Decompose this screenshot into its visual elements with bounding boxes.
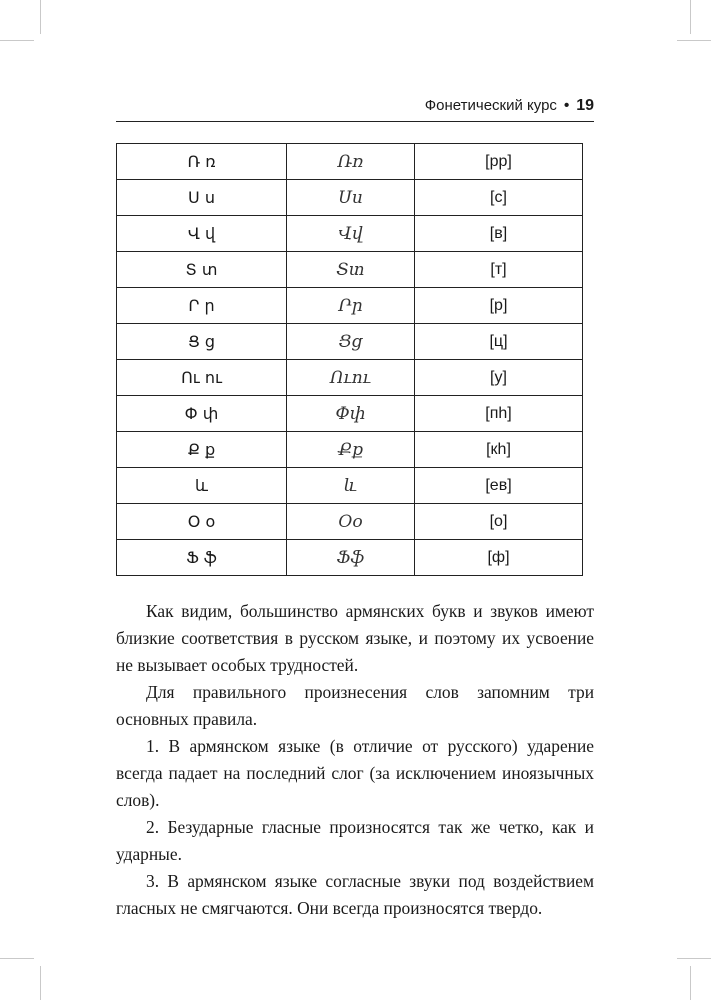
script-letter: Սս bbox=[287, 180, 415, 216]
table-row bbox=[117, 144, 583, 180]
table-row bbox=[117, 180, 583, 216]
header-rule bbox=[116, 121, 594, 122]
print-letter: Ր ր bbox=[117, 288, 287, 324]
header-separator: • bbox=[563, 97, 570, 114]
script-letter: Րր bbox=[287, 288, 415, 324]
crop-mark bbox=[690, 0, 691, 34]
crop-mark bbox=[677, 958, 711, 959]
transcription: [ев] bbox=[415, 468, 583, 504]
script-letter: Ուու bbox=[287, 360, 415, 396]
transcription: [р] bbox=[415, 288, 583, 324]
script-letter: Քք bbox=[287, 432, 415, 468]
table-row bbox=[117, 396, 583, 432]
table-row bbox=[117, 540, 583, 576]
running-title: Фонетический курс bbox=[424, 97, 557, 114]
script-letter: Փփ bbox=[287, 396, 415, 432]
script-letter: Օօ bbox=[287, 504, 415, 540]
print-letter: Տ տ bbox=[117, 252, 287, 288]
print-letter: Ց ց bbox=[117, 324, 287, 360]
print-letter: Վ վ bbox=[117, 216, 287, 252]
paragraph: Для правильного произнесения слов запомним три основных правила. bbox=[116, 682, 594, 729]
crop-mark bbox=[0, 40, 34, 41]
transcription: [пh] bbox=[415, 396, 583, 432]
table-row bbox=[117, 432, 583, 468]
print-letter: Ֆ ֆ bbox=[117, 540, 287, 576]
alphabet-table bbox=[116, 143, 583, 576]
transcription: [ф] bbox=[415, 540, 583, 576]
paragraph: 3. В армянском языке согласные звуки под воздействием гласных не смягчаются. Они всегда произносятся твердо. bbox=[116, 871, 594, 918]
page-number: 19 bbox=[576, 97, 594, 114]
paragraph: 1. В армянском языке (в отличие от русского) ударение всегда падает на последний слог (за исключением иноязычных слов). bbox=[116, 736, 594, 810]
table-row bbox=[117, 252, 583, 288]
transcription: [ц] bbox=[415, 324, 583, 360]
transcription: [т] bbox=[415, 252, 583, 288]
script-letter: Ցց bbox=[287, 324, 415, 360]
script-letter: Վվ bbox=[287, 216, 415, 252]
script-letter: Տտ bbox=[287, 252, 415, 288]
print-letter: Փ փ bbox=[117, 396, 287, 432]
crop-mark bbox=[40, 966, 41, 1000]
transcription: [с] bbox=[415, 180, 583, 216]
print-letter: և bbox=[117, 468, 287, 504]
print-letter: Ք ք bbox=[117, 432, 287, 468]
script-letter: Ֆֆ bbox=[287, 540, 415, 576]
print-letter: Ռ ռ bbox=[117, 144, 287, 180]
table-row bbox=[117, 504, 583, 540]
print-letter: Ս ս bbox=[117, 180, 287, 216]
table-row bbox=[117, 468, 583, 504]
table-row bbox=[117, 288, 583, 324]
transcription: [рр] bbox=[415, 144, 583, 180]
body-text bbox=[116, 598, 594, 922]
paragraph: 2. Безударные гласные произносятся так же четко, как и ударные. bbox=[116, 817, 594, 864]
transcription: [о] bbox=[415, 504, 583, 540]
transcription: [у] bbox=[415, 360, 583, 396]
script-letter: և bbox=[287, 468, 415, 504]
print-letter: Օ օ bbox=[117, 504, 287, 540]
transcription: [кh] bbox=[415, 432, 583, 468]
running-header bbox=[116, 96, 594, 122]
crop-mark bbox=[677, 40, 711, 41]
crop-mark bbox=[0, 958, 34, 959]
print-letter: Ու ու bbox=[117, 360, 287, 396]
script-letter: Ռռ bbox=[287, 144, 415, 180]
paragraph: Как видим, большинство армянских букв и звуков имеют близкие соответствия в русском языке, и поэтому их усвоение не вызывает особых трудностей. bbox=[116, 601, 594, 675]
transcription: [в] bbox=[415, 216, 583, 252]
crop-mark bbox=[40, 0, 41, 34]
table-row bbox=[117, 324, 583, 360]
table-row bbox=[117, 216, 583, 252]
crop-mark bbox=[690, 966, 691, 1000]
table-row bbox=[117, 360, 583, 396]
